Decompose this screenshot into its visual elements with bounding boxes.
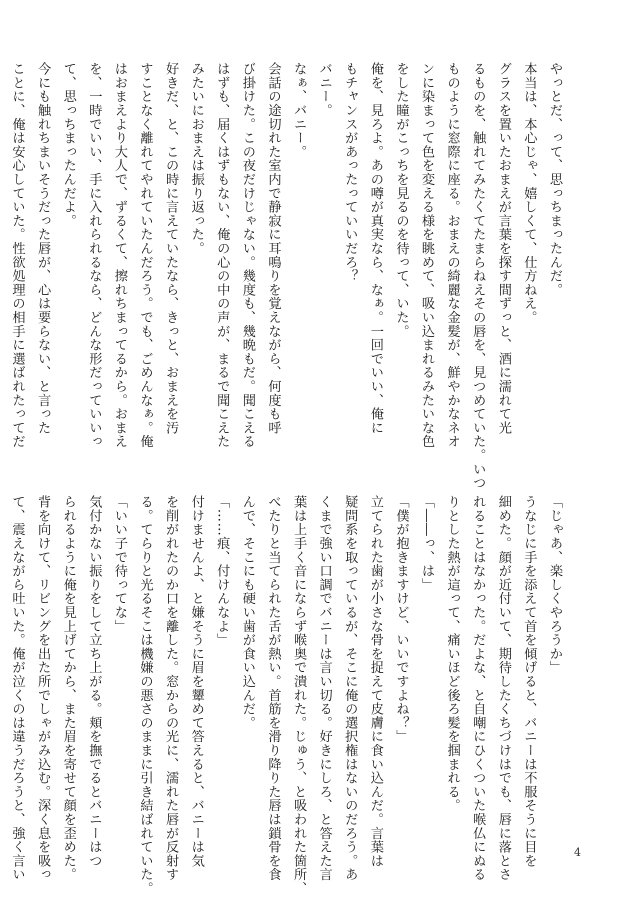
text-line: るものを、触れてみたくてたまらねえその唇を、見つめていた。いつ: [470, 62, 486, 490]
text-line: 立てられた歯が小さな骨を捉えて皮膚に食い込んだ。言葉は: [367, 495, 383, 868]
text-line: 本当は、本心じゃ、嬉しくて、仕方ねえ。: [521, 62, 537, 325]
text-line: を削がれたのか口を離した。窓からの光に、濡れた唇が反射す: [163, 495, 179, 882]
text-line: れることはなかった。だよな、と自嘲にひくついた喉仏にぬる: [470, 495, 486, 882]
text-line: 背を向けて、リビングを出た所でしゃがみ込む。深く息を吸っ: [35, 495, 51, 882]
text-line: ンに染まって色を変える様を眺めて、吸い込まれるみたいな色: [419, 62, 435, 449]
text-line: べたりと当てられた舌が熱い。首筋を滑り降りた唇は鎖骨を食: [265, 495, 281, 882]
text-line: 会話の途切れた室内で静寂に耳鳴りを覚えながら、何度も呼: [265, 62, 281, 435]
text-line: ものように窓際に座る。おまえの綺麗な金髪が、鮮やかなネオ: [444, 62, 460, 449]
text-line: 付けませんよ、と嫌そうに眉を顰めて答えると、バニーは気: [188, 495, 204, 868]
text-line: 好きだ、と、この時に言えていたなら、きっと、おまえを汚: [163, 62, 179, 435]
text-line: 今にも触れちまいそうだった唇が、心は要らない、と言った: [35, 62, 51, 435]
text-line: グラスを置いたおまえが言葉を探す間ずっと、酒に濡れて光: [495, 62, 511, 435]
text-line: び掛けた。この夜だけじゃない。幾度も、幾晩もだ。聞こえる: [239, 62, 255, 449]
text-line: ことに、俺は安心していた。性欲処理の相手に選ばれたってだ: [9, 62, 25, 449]
text-line: バニー。: [316, 62, 332, 118]
text-line: 「……痕、付けんなよ」: [214, 495, 230, 647]
text-line: 細めた。顔が近付いて、期待したくちづけはでも、唇に落とさ: [495, 495, 511, 882]
text-line: はおまえより大人で、ずるくて、擦れちまってるから。おまえ: [111, 62, 127, 449]
text-line: やっとだ、って、思っちまったんだ。: [547, 62, 562, 297]
text-line: 「いい子で待ってな」: [111, 495, 127, 633]
text-line: て、震えながら吐いた。俺が泣くのは違うだろうと、強く言い: [9, 495, 25, 882]
text-line: られるように俺を見上げてから、また眉を寄せて顔を歪めた。: [60, 495, 76, 882]
page-number: 4: [574, 846, 581, 859]
text-line: 疑問系を取っているが、そこに俺の選択権はないのだろう。あ: [342, 495, 358, 882]
text-line: を、一時でいい、手に入れられるなら、どんな形だっていいっ: [86, 62, 102, 449]
text-line: すことなく離れてやれていたんだろう。でも、ごめんなぁ。俺: [137, 62, 153, 449]
text-line: をした瞳がこっちを見るのを待って、いた。: [393, 62, 409, 338]
text-line: 俺を、見ろよ。あの噂が真実なら、なぁ。一回でいい、俺に: [367, 62, 383, 435]
text-line: 葉は上手く音にならず喉奥で潰れた。じゅう、と吸われた箇所、: [291, 495, 307, 896]
text-line: 「じゃあ、楽しくやろうか」: [547, 495, 562, 675]
text-line: [0, 62, 4, 378]
text-line: なぁ、バニー。: [291, 62, 307, 159]
text-line: 「――っ、は」: [419, 495, 435, 592]
text-line: 気付かない振りをして立ち上がる。頬を撫でるとバニーはつ: [86, 495, 102, 868]
text-line: くまで強い口調でバニーは言い切る。好きにしろ、と答えた言: [316, 495, 332, 882]
text-line: もチャンスがあったっていいだろ？: [342, 62, 358, 283]
text-line: て、思っちまったんだよ。: [60, 62, 76, 228]
text-line: はずも、届くはずもない、俺の心の中の声が、まるで聞こえた: [214, 62, 230, 449]
text-line: んで、そこにも硬い歯が食い込んだ。: [239, 495, 255, 730]
text-line: [0, 495, 4, 811]
text-block-bottom: [9, 495, 567, 896]
text-line: うなじに手を添えて首を傾げると、バニーは不服そうに目を: [521, 495, 537, 868]
text-line: りとした熱が這って、痛いほど後ろ髪を掴まれる。: [444, 495, 460, 813]
text-line: みたいにおまえは振り返った。: [188, 62, 204, 256]
text-line: る。てらりと光るそこは機嫌の悪さのままに引き結ばれていた。: [137, 495, 153, 896]
text-line: 「僕が抱きますけど、いいですよね？」: [393, 495, 409, 744]
text-block-top: [9, 62, 567, 490]
